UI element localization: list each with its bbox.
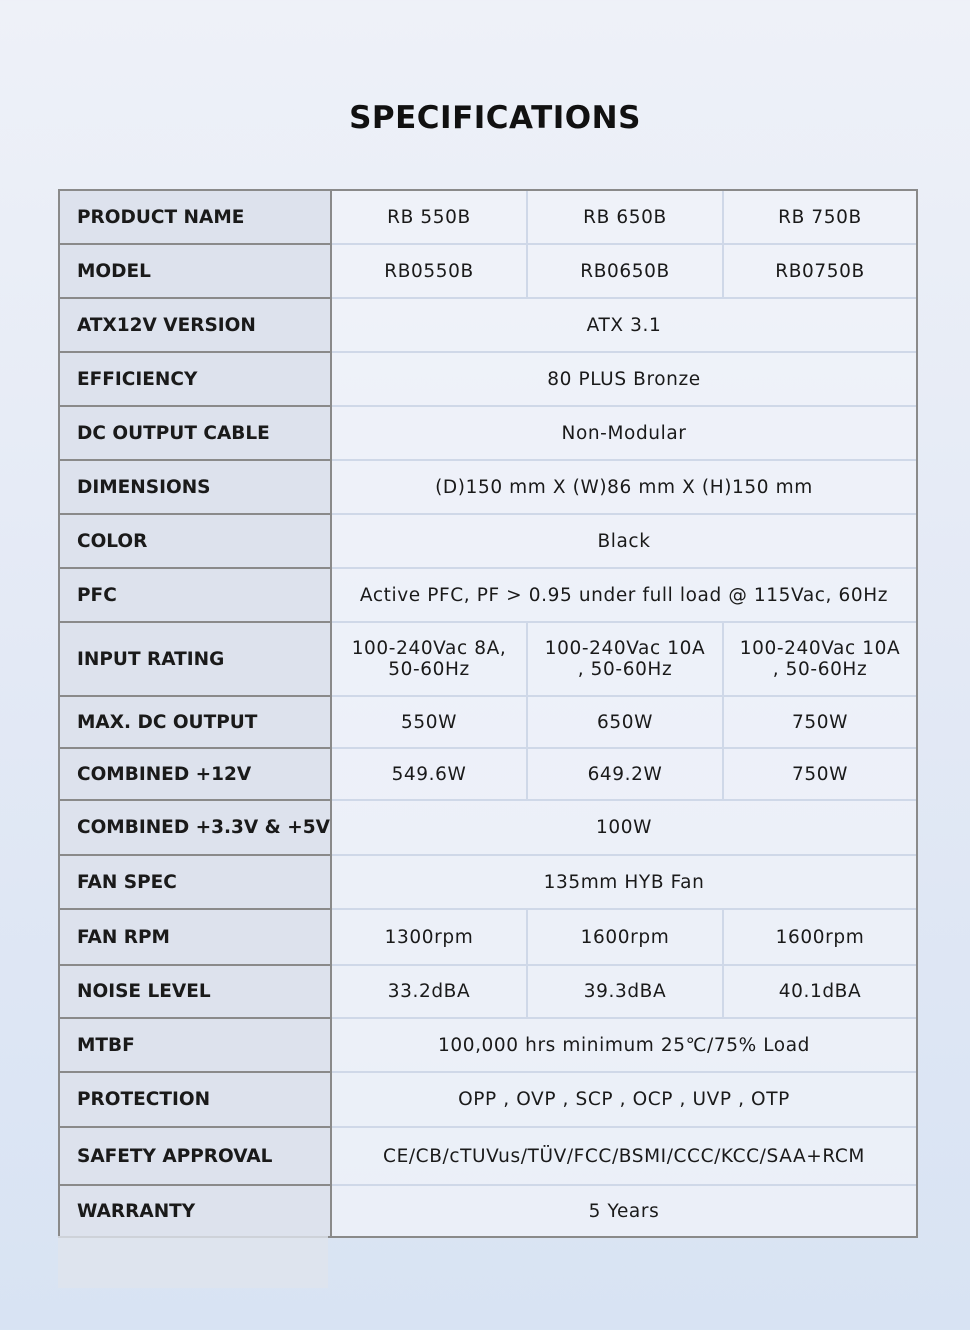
row-label: DIMENSIONS <box>60 461 332 515</box>
row-value: RB0550B <box>332 245 528 299</box>
row-label: INPUT RATING <box>60 623 332 697</box>
row-label: ATX12V VERSION <box>60 299 332 353</box>
row-value: 40.1dBA <box>724 966 916 1019</box>
row-label: MAX. DC OUTPUT <box>60 697 332 749</box>
row-value: 1600rpm <box>528 910 724 966</box>
row-value: 100-240Vac 10A , 50-60Hz <box>528 623 724 697</box>
row-label: COMBINED +3.3V & +5V <box>60 801 332 856</box>
row-value: 549.6W <box>332 749 528 801</box>
row-label: PROTECTION <box>60 1073 332 1128</box>
decorative-block <box>58 1236 328 1288</box>
row-value: CE/CB/cTUVus/TÜV/FCC/BSMI/CCC/KCC/SAA+RCM <box>332 1128 916 1186</box>
row-label: SAFETY APPROVAL <box>60 1128 332 1186</box>
row-value: OPP , OVP , SCP , OCP , UVP , OTP <box>332 1073 916 1128</box>
row-value: 100W <box>332 801 916 856</box>
row-value: Black <box>332 515 916 569</box>
specifications-table <box>58 189 918 1238</box>
row-value: 750W <box>724 697 916 749</box>
row-value: 1600rpm <box>724 910 916 966</box>
row-value: ATX 3.1 <box>332 299 916 353</box>
row-value: 100,000 hrs minimum 25℃/75% Load <box>332 1019 916 1073</box>
row-value: 1300rpm <box>332 910 528 966</box>
row-value: 135mm HYB Fan <box>332 856 916 910</box>
row-value: RB 550B <box>332 191 528 245</box>
row-value: 650W <box>528 697 724 749</box>
page-title: SPECIFICATIONS <box>349 100 641 136</box>
row-value: 100-240Vac 8A, 50-60Hz <box>332 623 528 697</box>
row-label: COMBINED +12V <box>60 749 332 801</box>
row-value: Active PFC, PF > 0.95 under full load @ 115Vac, 60Hz <box>332 569 916 623</box>
row-value: Non-Modular <box>332 407 916 461</box>
row-value: RB0750B <box>724 245 916 299</box>
row-value: 550W <box>332 697 528 749</box>
row-value: (D)150 mm X (W)86 mm X (H)150 mm <box>332 461 916 515</box>
row-value: 5 Years <box>332 1186 916 1236</box>
row-label: PRODUCT NAME <box>60 191 332 245</box>
row-label: WARRANTY <box>60 1186 332 1236</box>
row-label: FAN RPM <box>60 910 332 966</box>
row-label: PFC <box>60 569 332 623</box>
row-label: EFFICIENCY <box>60 353 332 407</box>
row-label: DC OUTPUT CABLE <box>60 407 332 461</box>
row-value: RB 750B <box>724 191 916 245</box>
row-value: RB 650B <box>528 191 724 245</box>
row-label: FAN SPEC <box>60 856 332 910</box>
row-value: RB0650B <box>528 245 724 299</box>
row-value: 33.2dBA <box>332 966 528 1019</box>
row-value: 750W <box>724 749 916 801</box>
row-label: MODEL <box>60 245 332 299</box>
row-value: 649.2W <box>528 749 724 801</box>
row-value: 39.3dBA <box>528 966 724 1019</box>
row-label: MTBF <box>60 1019 332 1073</box>
row-value: 100-240Vac 10A , 50-60Hz <box>724 623 916 697</box>
row-label: COLOR <box>60 515 332 569</box>
row-label: NOISE LEVEL <box>60 966 332 1019</box>
row-value: 80 PLUS Bronze <box>332 353 916 407</box>
